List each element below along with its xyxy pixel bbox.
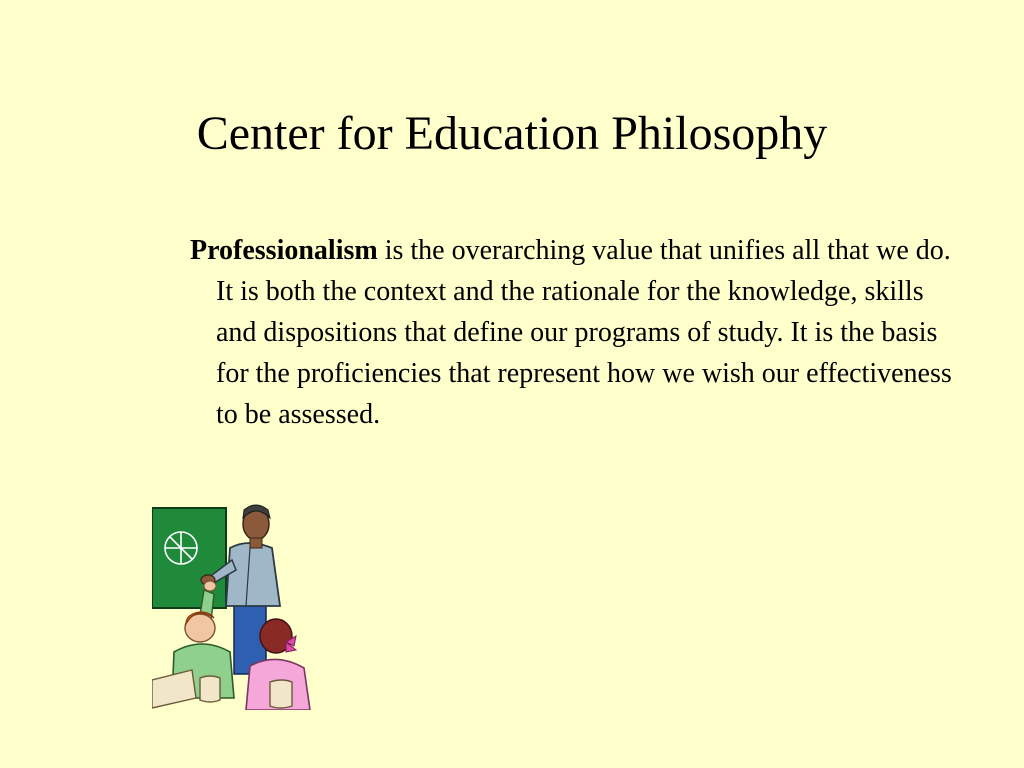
body-text: is the overarching value that unifies all that we do. It is both the context and the rationale for the knowledge, skills and dispositions that define our programs of study. It is the basis for the proficiencies that represent how we wish our effectiveness to be assessed. [216, 235, 952, 430]
body-lead-term: Professionalism [190, 235, 378, 266]
slide-title: Center for Education Philosophy [196, 107, 828, 160]
slide-body-paragraph [190, 230, 960, 435]
classroom-teacher-clipart-icon [152, 502, 312, 710]
board-circle-drawing [165, 532, 197, 564]
chalkboard [152, 508, 226, 608]
